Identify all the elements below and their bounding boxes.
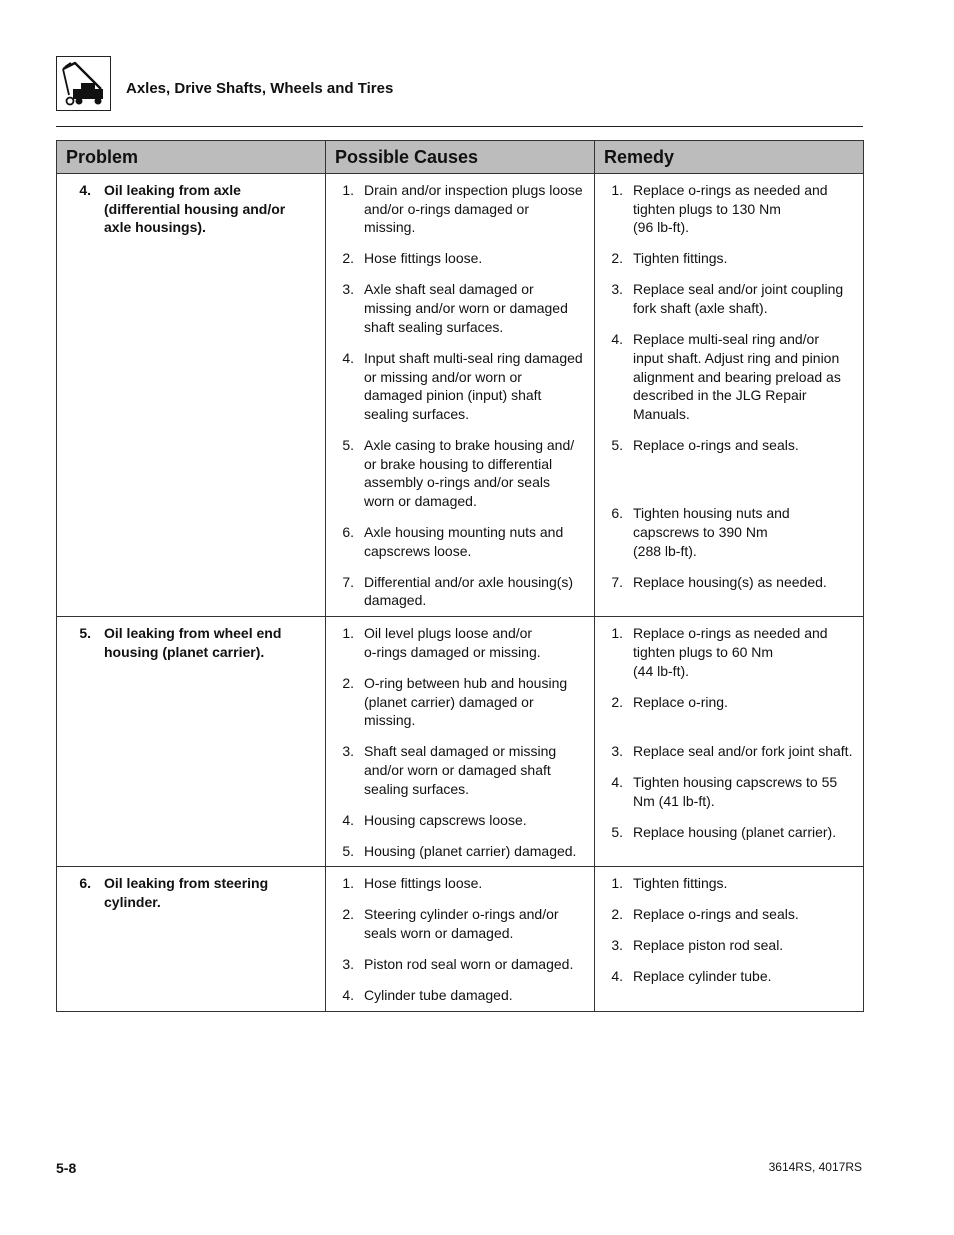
remedy-item [605, 573, 853, 592]
remedy-item [605, 280, 853, 317]
remedy-item-text: Tighten fittings. [633, 250, 728, 267]
table-header-row [57, 141, 864, 174]
cause-item-number: 1. [342, 875, 354, 892]
cause-item-number: 4. [342, 811, 354, 828]
remedy-item-number: 1. [611, 875, 623, 892]
remedy-item-text: Replace cylinder tube. [633, 968, 772, 985]
remedy-item-text: Replace o-ring. [633, 693, 728, 710]
cause-item-number: 6. [342, 524, 354, 541]
cause-item [336, 349, 584, 424]
problem-number: 5. [79, 625, 91, 642]
cause-item-number: 5. [342, 842, 354, 859]
cause-item-text: Piston rod seal worn or damaged. [364, 956, 574, 973]
remedy-item [605, 874, 853, 893]
remedy-cell [595, 174, 864, 617]
remedy-item [605, 936, 853, 955]
cause-item-text: O-ring between hub and housing (planet carrier) damaged or missing. [364, 674, 568, 729]
remedy-item-text: Replace housing(s) as needed. [633, 573, 827, 590]
cause-item-text: Axle casing to brake housing and/ or brake housing to differential assembly o-rings and/or seals worn or damaged. [364, 436, 575, 510]
cause-cell [326, 617, 595, 867]
remedy-item-number: 5. [611, 436, 623, 453]
cause-list [336, 624, 584, 860]
cause-item-text: Axle shaft seal damaged or missing and/or worn or damaged shaft sealing surfaces. [364, 281, 568, 335]
remedy-cell [595, 867, 864, 1011]
column-header-problem: Problem [57, 141, 326, 174]
cause-item-number: 7. [342, 573, 354, 590]
cause-item-text: Steering cylinder o-rings and/or seals worn or damaged. [364, 906, 559, 942]
column-header-causes: Possible Causes [326, 141, 595, 174]
cause-item-number: 1. [342, 625, 354, 642]
remedy-item-number: 2. [611, 693, 623, 710]
remedy-item-number: 3. [611, 281, 623, 298]
cause-item [336, 280, 584, 336]
problem-entry [67, 874, 315, 911]
cause-item-number: 2. [342, 674, 354, 691]
remedy-item [605, 249, 853, 268]
cause-list [336, 874, 584, 1004]
remedy-item [605, 181, 853, 237]
cause-item [336, 523, 584, 560]
remedy-item-text: Replace housing (planet carrier). [633, 823, 837, 840]
cause-item-number: 4. [342, 349, 354, 366]
table-row [57, 617, 864, 867]
cause-item [336, 436, 584, 511]
remedy-item-text: Replace piston rod seal. [633, 937, 784, 954]
remedy-list [605, 624, 853, 842]
cause-item [336, 905, 584, 942]
cause-item-number: 2. [342, 250, 354, 267]
cause-item [336, 573, 584, 610]
cause-item [336, 181, 584, 237]
problem-text: Oil leaking from wheel end housing (planet carrier). [104, 625, 282, 660]
remedy-item [605, 773, 853, 810]
model-numbers: 3614RS, 4017RS [768, 1160, 862, 1174]
cause-item [336, 811, 584, 830]
remedy-item-text: Tighten fittings. [633, 875, 728, 892]
problem-text: Oil leaking from axle (differential housing and/or axle housings). [104, 182, 286, 235]
remedy-item-number: 2. [611, 250, 623, 267]
cause-item-number: 4. [342, 987, 354, 1004]
cause-item-number: 2. [342, 906, 354, 923]
remedy-item-number: 7. [611, 573, 623, 590]
cause-item-text: Input shaft multi-seal ring damaged or missing and/or worn or damaged pinion (input) shaft sealing surfaces. [364, 349, 583, 422]
column-header-remedy: Remedy [595, 141, 864, 174]
lift-machine-icon [57, 57, 110, 110]
troubleshooting-table [56, 140, 864, 1012]
problem-entry [67, 624, 315, 661]
cause-cell [326, 174, 595, 617]
remedy-item-number: 1. [611, 182, 623, 198]
cause-item [336, 842, 584, 861]
remedy-item-number: 4. [611, 774, 623, 791]
cause-item-text: Housing capscrews loose. [364, 811, 527, 828]
cause-list [336, 181, 584, 610]
remedy-item [605, 742, 853, 761]
cause-item-text: Oil level plugs loose and/or o-rings damaged or missing. [364, 625, 541, 660]
remedy-item-text: Replace o-rings and seals. [633, 906, 799, 923]
cause-item-number: 3. [342, 956, 354, 973]
remedy-item-number: 4. [611, 331, 623, 348]
remedy-item-text: Tighten housing capscrews to 55 Nm (41 lb-ft). [633, 774, 838, 809]
cause-item [336, 986, 584, 1005]
remedy-list [605, 874, 853, 986]
table-row [57, 174, 864, 617]
cause-item-text: Shaft seal damaged or missing and/or worn or damaged shaft sealing surfaces. [364, 743, 557, 797]
problem-cell [57, 617, 326, 867]
header-divider [56, 126, 863, 127]
section-logo [56, 56, 111, 111]
remedy-item [605, 624, 853, 680]
remedy-item-number: 3. [611, 743, 623, 760]
cause-item-text: Cylinder tube damaged. [364, 987, 513, 1004]
cause-item-number: 1. [342, 182, 354, 198]
problem-entry [67, 181, 315, 237]
remedy-item-text: Replace o-rings and seals. [633, 436, 799, 453]
cause-item-text: Drain and/or inspection plugs loose and/or o-rings damaged or missing. [364, 182, 583, 236]
remedy-item-number: 6. [611, 505, 623, 522]
remedy-item-text: Replace o-rings as needed and tighten plugs to 130 Nm (96 lb-ft). [633, 182, 828, 236]
remedy-item [605, 693, 853, 730]
cause-item-text: Hose fittings loose. [364, 250, 483, 267]
remedy-item [605, 330, 853, 424]
remedy-cell [595, 617, 864, 867]
cause-item-number: 3. [342, 281, 354, 298]
remedy-list [605, 181, 853, 591]
cause-item-text: Axle housing mounting nuts and capscrews loose. [364, 524, 564, 559]
remedy-item-number: 1. [611, 625, 623, 642]
cause-item [336, 624, 584, 661]
cause-item-text: Differential and/or axle housing(s) damaged. [364, 573, 574, 609]
cause-item-number: 5. [342, 436, 354, 453]
problem-number: 4. [79, 182, 91, 198]
remedy-item [605, 823, 853, 842]
remedy-item-text: Replace seal and/or joint coupling fork shaft (axle shaft). [633, 281, 844, 317]
problem-text: Oil leaking from steering cylinder. [104, 875, 269, 910]
cause-item-text: Housing (planet carrier) damaged. [364, 842, 577, 859]
remedy-item-number: 4. [611, 968, 623, 985]
remedy-item-text: Replace seal and/or fork joint shaft. [633, 743, 853, 760]
cause-item [336, 874, 584, 893]
remedy-item-number: 3. [611, 937, 623, 954]
remedy-item-text: Replace multi-seal ring and/or input shaft. Adjust ring and pinion alignment and bearing preload as described in the JLG Repair Manuals. [633, 331, 841, 422]
section-title: Axles, Drive Shafts, Wheels and Tires [126, 80, 394, 97]
table-row [57, 867, 864, 1011]
remedy-item [605, 967, 853, 986]
remedy-item-number: 2. [611, 906, 623, 923]
problem-number: 6. [79, 875, 91, 892]
remedy-item-number: 5. [611, 823, 623, 840]
cause-item-text: Hose fittings loose. [364, 875, 483, 892]
remedy-item [605, 436, 853, 492]
remedy-item [605, 504, 853, 560]
remedy-item-text: Replace o-rings as needed and tighten plugs to 60 Nm (44 lb-ft). [633, 625, 828, 679]
cause-item [336, 249, 584, 268]
cause-item [336, 955, 584, 974]
problem-cell [57, 867, 326, 1011]
cause-item [336, 674, 584, 730]
remedy-item-text: Tighten housing nuts and capscrews to 390 Nm (288 lb-ft). [633, 505, 790, 559]
remedy-item [605, 905, 853, 924]
cause-item [336, 742, 584, 798]
cause-cell [326, 867, 595, 1011]
cause-item-number: 3. [342, 743, 354, 760]
page-number: 5-8 [56, 1160, 77, 1176]
problem-cell [57, 174, 326, 617]
